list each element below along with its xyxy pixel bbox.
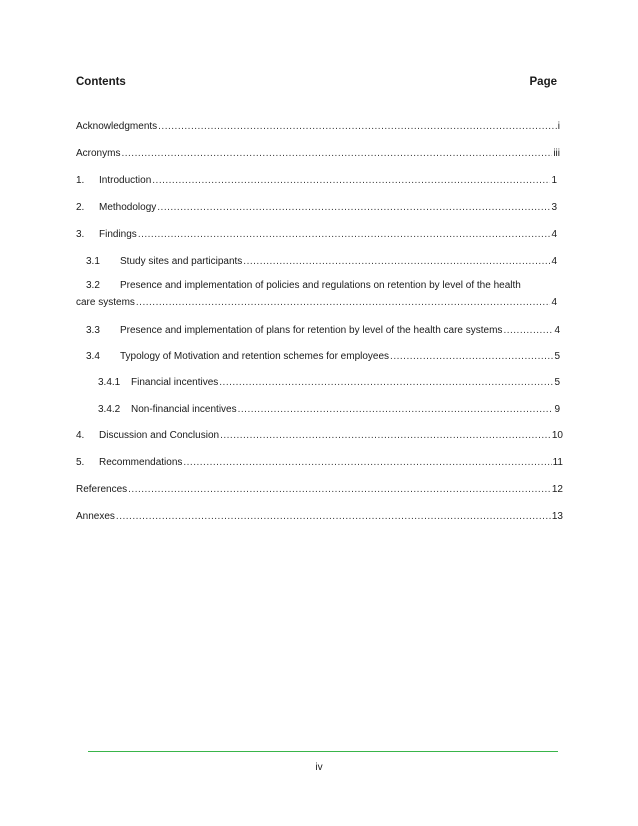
toc-entry-discussion[interactable] <box>76 430 563 442</box>
toc-entry-label: Presence and implementation of policies and regulations on retention by level of the health <box>120 280 521 291</box>
toc-entry-references[interactable] <box>76 484 563 496</box>
footer-rule <box>88 751 558 752</box>
toc-entry-number: 3.4.2 <box>98 404 121 415</box>
toc-entry-findings[interactable] <box>76 229 557 241</box>
dot-leader <box>138 229 551 241</box>
toc-entry-page: 4 <box>551 297 557 308</box>
dot-leader <box>220 430 551 442</box>
toc-entry-label: Methodology <box>99 202 157 213</box>
toc-entry-policies-regulations[interactable] <box>76 280 560 309</box>
toc-entry-number: 3.4 <box>86 351 100 362</box>
toc-entry-introduction[interactable] <box>76 175 557 187</box>
toc-entry-number: 3.3 <box>86 325 100 336</box>
toc-entry-page: 13 <box>551 511 563 522</box>
toc-entry-study-sites[interactable] <box>76 256 557 268</box>
toc-entry-page: 5 <box>554 377 560 388</box>
dot-leader <box>390 351 553 363</box>
toc-entry-retention-plans[interactable] <box>76 325 560 337</box>
toc-entry-label: Annexes <box>76 511 115 522</box>
toc-entry-page: 1 <box>551 175 557 186</box>
toc-entry-label: Introduction <box>99 175 152 186</box>
toc-entry-label: Findings <box>99 229 137 240</box>
toc-entry-typology[interactable] <box>76 351 560 363</box>
toc-entry-number: 4. <box>76 430 85 441</box>
toc-entry-label: Acknowledgments <box>76 121 158 132</box>
contents-heading: Contents <box>76 76 126 88</box>
toc-entry-methodology[interactable] <box>76 202 557 214</box>
toc-entry-number: 5. <box>76 457 85 468</box>
dot-leader <box>128 484 551 496</box>
toc-entry-page: i <box>557 121 560 132</box>
toc-entry-label-continuation: care systems <box>76 297 135 308</box>
toc-entry-number: 2. <box>76 202 85 213</box>
toc-entry-number: 3.1 <box>86 256 100 267</box>
dot-leader <box>116 511 551 523</box>
toc-entry-page: 4 <box>554 325 560 336</box>
page-column-heading: Page <box>529 76 557 88</box>
dot-leader <box>503 325 553 337</box>
toc-entry-page: 4 <box>551 229 557 240</box>
dot-leader <box>121 148 552 160</box>
toc-heading-row <box>76 76 557 88</box>
dot-leader <box>157 202 550 214</box>
toc-entry-acknowledgments[interactable] <box>76 121 560 133</box>
toc-entry-recommendations[interactable] <box>76 457 563 469</box>
toc-entry-label: Acronyms <box>76 148 121 159</box>
dot-leader <box>183 457 551 469</box>
dot-leader <box>238 404 554 416</box>
toc-entry-number: 3. <box>76 229 85 240</box>
dot-leader <box>243 256 550 268</box>
toc-entry-number: 1. <box>76 175 85 186</box>
toc-entry-first-line <box>76 280 560 292</box>
toc-entry-page: 3 <box>551 202 557 213</box>
toc-entry-page: iii <box>553 148 560 159</box>
toc-entry-non-financial-incentives[interactable] <box>76 404 560 416</box>
toc-entry-annexes[interactable] <box>76 511 563 523</box>
toc-entry-number: 3.2 <box>86 280 100 291</box>
toc-entry-label: Typology of Motivation and retention schemes for employees <box>120 351 390 362</box>
dot-leader <box>136 297 551 309</box>
toc-entry-page: 11 <box>552 457 563 468</box>
toc-entry-label: Recommendations <box>99 457 183 468</box>
dot-leader <box>158 121 557 133</box>
dot-leader <box>152 175 550 187</box>
toc-entry-page: 5 <box>554 351 560 362</box>
toc-entry-label: Financial incentives <box>131 377 219 388</box>
toc-entry-acronyms[interactable] <box>76 148 560 160</box>
toc-entry-page: 10 <box>551 430 563 441</box>
toc-entry-label: Presence and implementation of plans for retention by level of the health care systems <box>120 325 503 336</box>
toc-entry-label: Study sites and participants <box>120 256 243 267</box>
toc-entry-page: 4 <box>551 256 557 267</box>
toc-entry-page: 9 <box>554 404 560 415</box>
toc-entry-label: Discussion and Conclusion <box>99 430 220 441</box>
toc-entry-second-line <box>76 297 557 309</box>
footer-page-number: iv <box>315 762 323 773</box>
toc-entry-label: References <box>76 484 128 495</box>
toc-entry-page: 12 <box>551 484 563 495</box>
dot-leader <box>219 377 553 389</box>
toc-entry-financial-incentives[interactable] <box>76 377 560 389</box>
toc-entry-number: 3.4.1 <box>98 377 121 388</box>
toc-entry-label: Non-financial incentives <box>131 404 237 415</box>
